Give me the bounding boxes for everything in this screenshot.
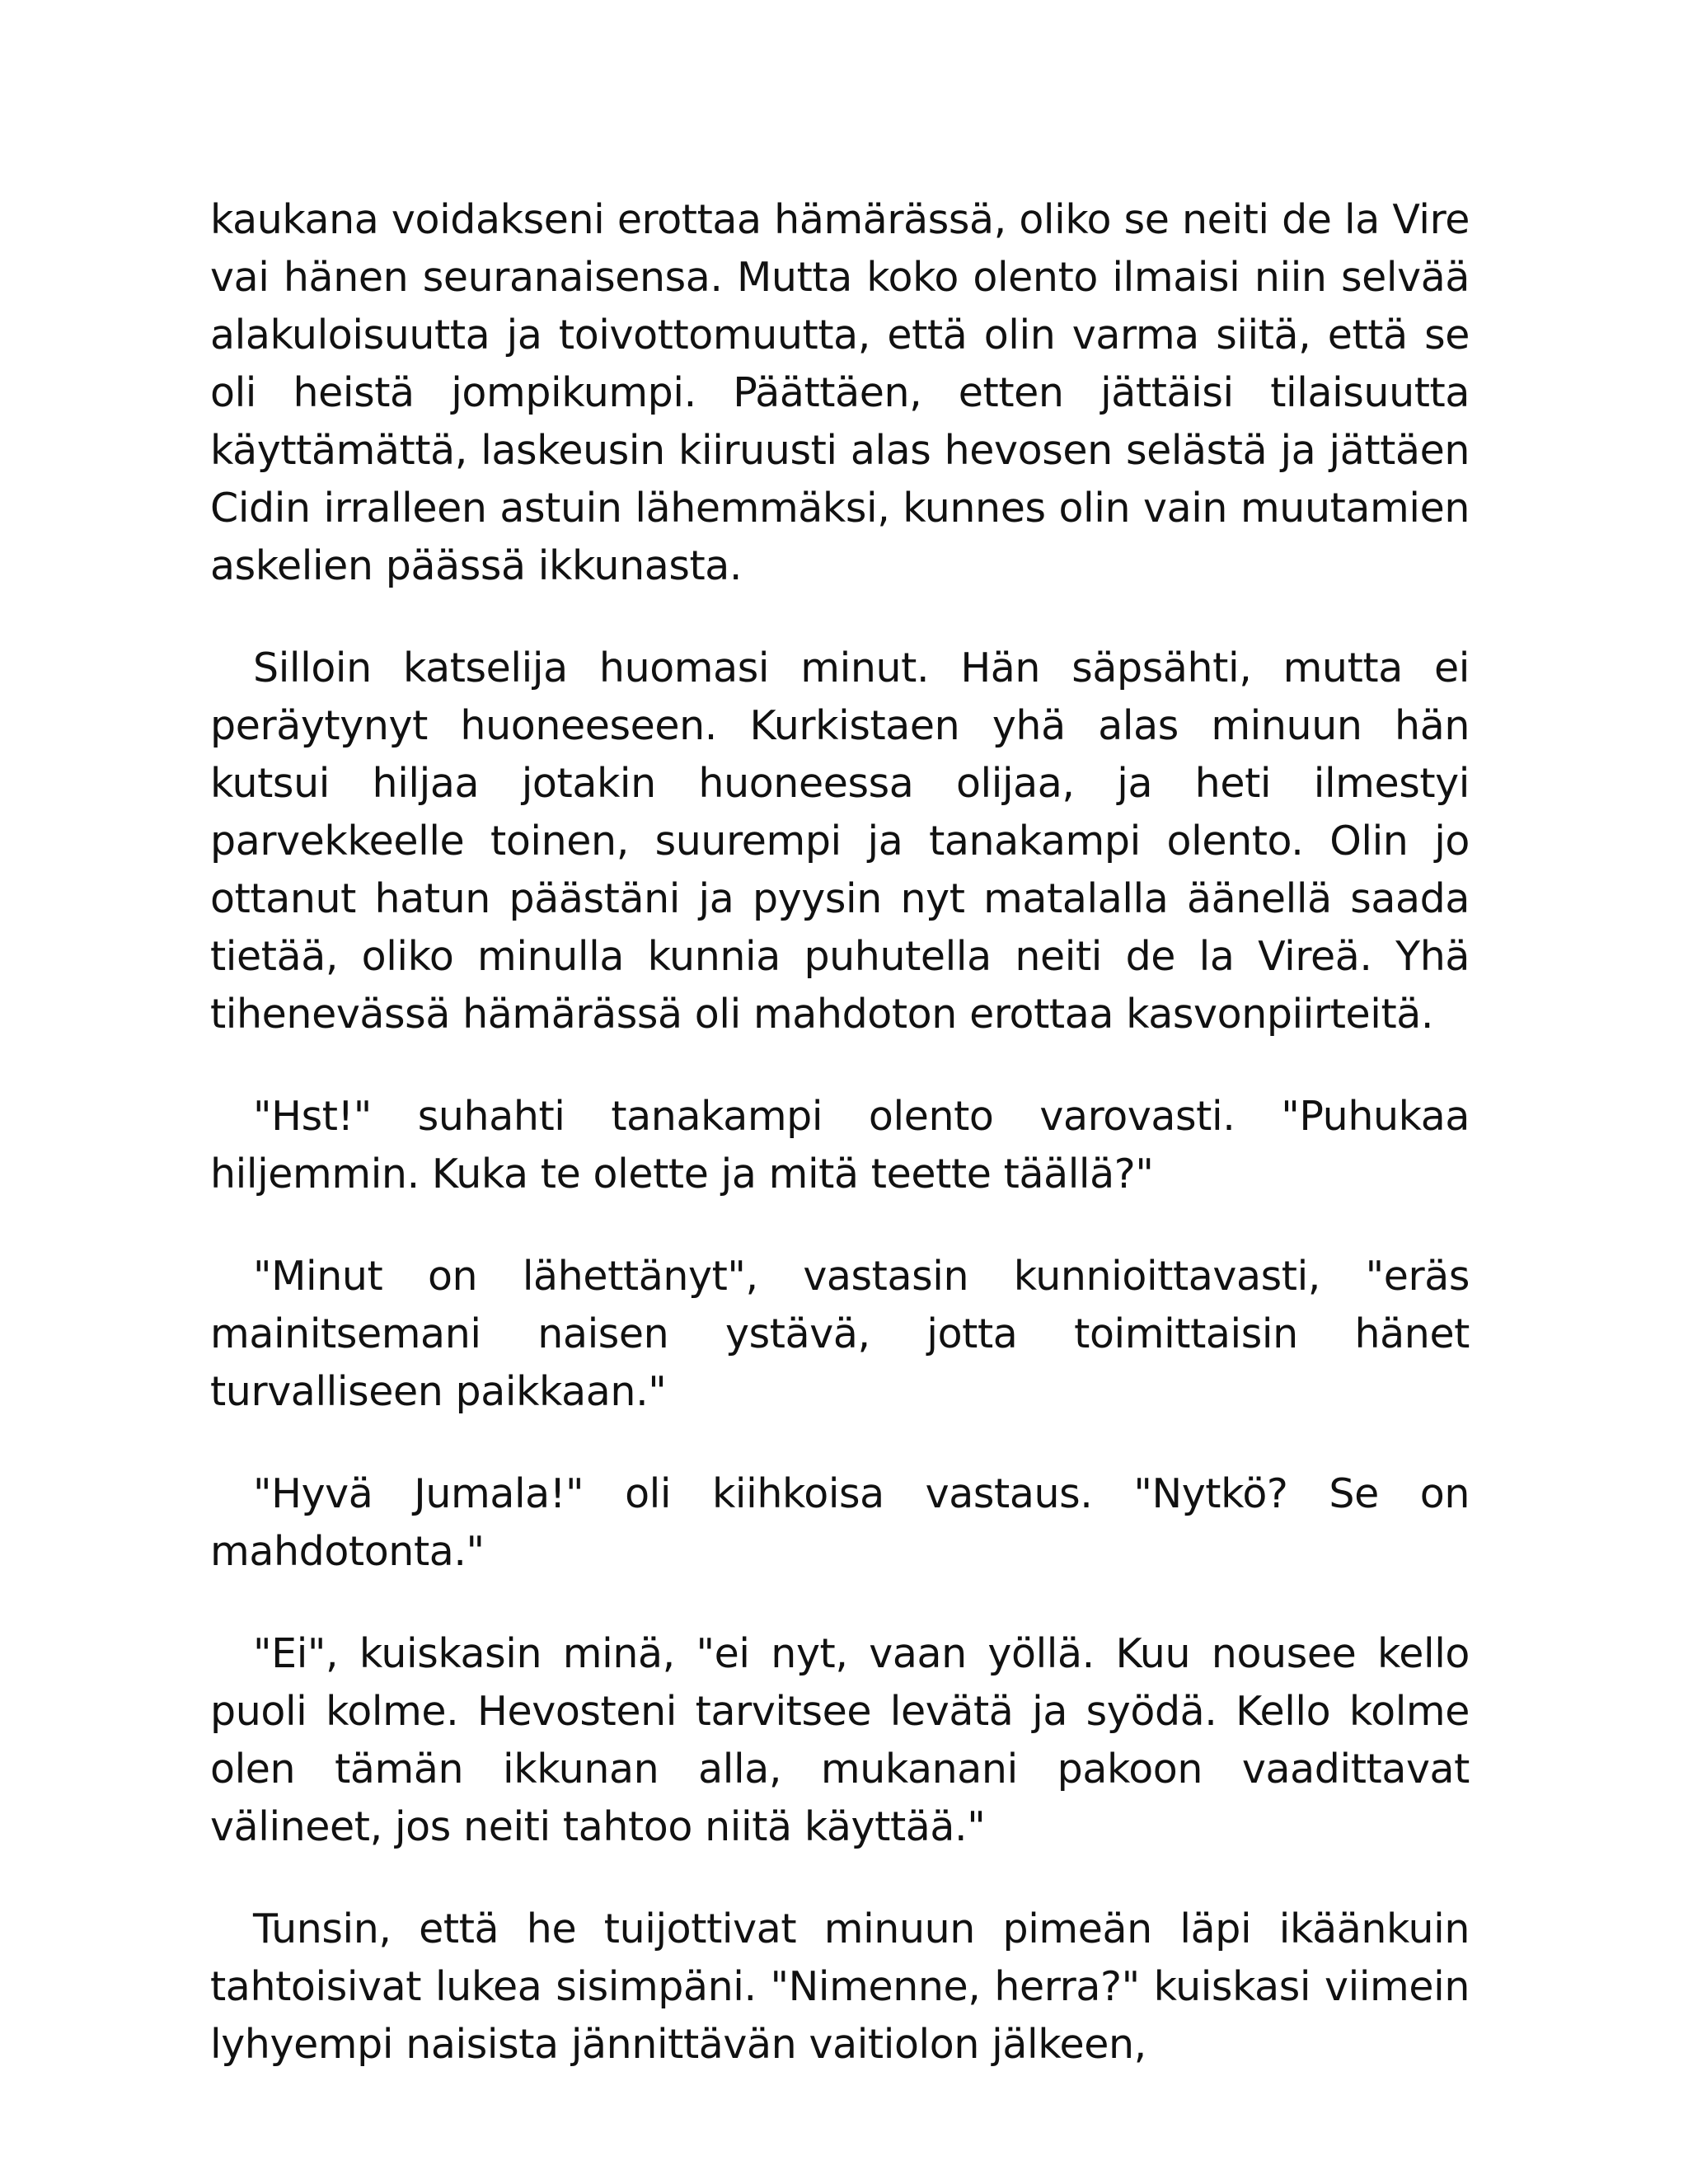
- paragraph: "Hst!" suhahti tanakampi olento varovasti. "Puhukaa hiljemmin. Kuka te olette ja mitä teette täällä?": [210, 1093, 1470, 1197]
- paragraph: kaukana voidakseni erottaa hämärässä, oliko se neiti de la Vire vai hänen seuranaisensa. Mutta koko olento ilmaisi niin selvää alakuloisuutta ja toivottomuutta, että olin varma siitä, että se oli heistä jompikumpi. Päättäen, etten jättäisi tilaisuutta käyttämättä, laskeusin kiiruusti alas hevosen selästä ja jättäen Cidin irralleen astuin lähemmäksi, kunnes olin vain muutamien askelien päässä ikkunasta.: [210, 196, 1470, 589]
- paragraph: "Minut on lähettänyt", vastasin kunnioittavasti, "eräs mainitsemani naisen ystävä, jotta toimittaisin hänet turvalliseen paikkaan.": [210, 1253, 1470, 1415]
- paragraph: Tunsin, että he tuijottivat minuun pimeän läpi ikäänkuin tahtoisivat lukea sisimpäni. "Nimenne, herra?" kuiskasi viimein lyhyempi naisista jännittävän vaitiolon jälkeen,: [210, 1905, 1470, 2068]
- book-page: [210, 191, 1470, 2118]
- paragraph: Silloin katselija huomasi minut. Hän säpsähti, mutta ei peräytynyt huoneeseen. Kurkistaen yhä alas minuun hän kutsui hiljaa jotakin huoneessa olijaa, ja heti ilmestyi parvekkeelle toinen, suurempi ja tanakampi olento. Olin jo ottanut hatun päästäni ja pyysin nyt matalalla äänellä saada tietää, oliko minulla kunnia puhutella neiti de la Vireä. Yhä tihenevässä hämärässä oli mahdoton erottaa kasvonpiirteitä.: [210, 644, 1470, 1038]
- paragraph: "Hyvä Jumala!" oli kiihkoisa vastaus. "Nytkö? Se on mahdotonta.": [210, 1470, 1470, 1575]
- paragraph: "Ei", kuiskasin minä, "ei nyt, vaan yöllä. Kuu nousee kello puoli kolme. Hevosteni tarvitsee levätä ja syödä. Kello kolme olen tämän ikkunan alla, mukanani pakoon vaadittavat välineet, jos neiti tahtoo niitä käyttää.": [210, 1630, 1470, 1850]
